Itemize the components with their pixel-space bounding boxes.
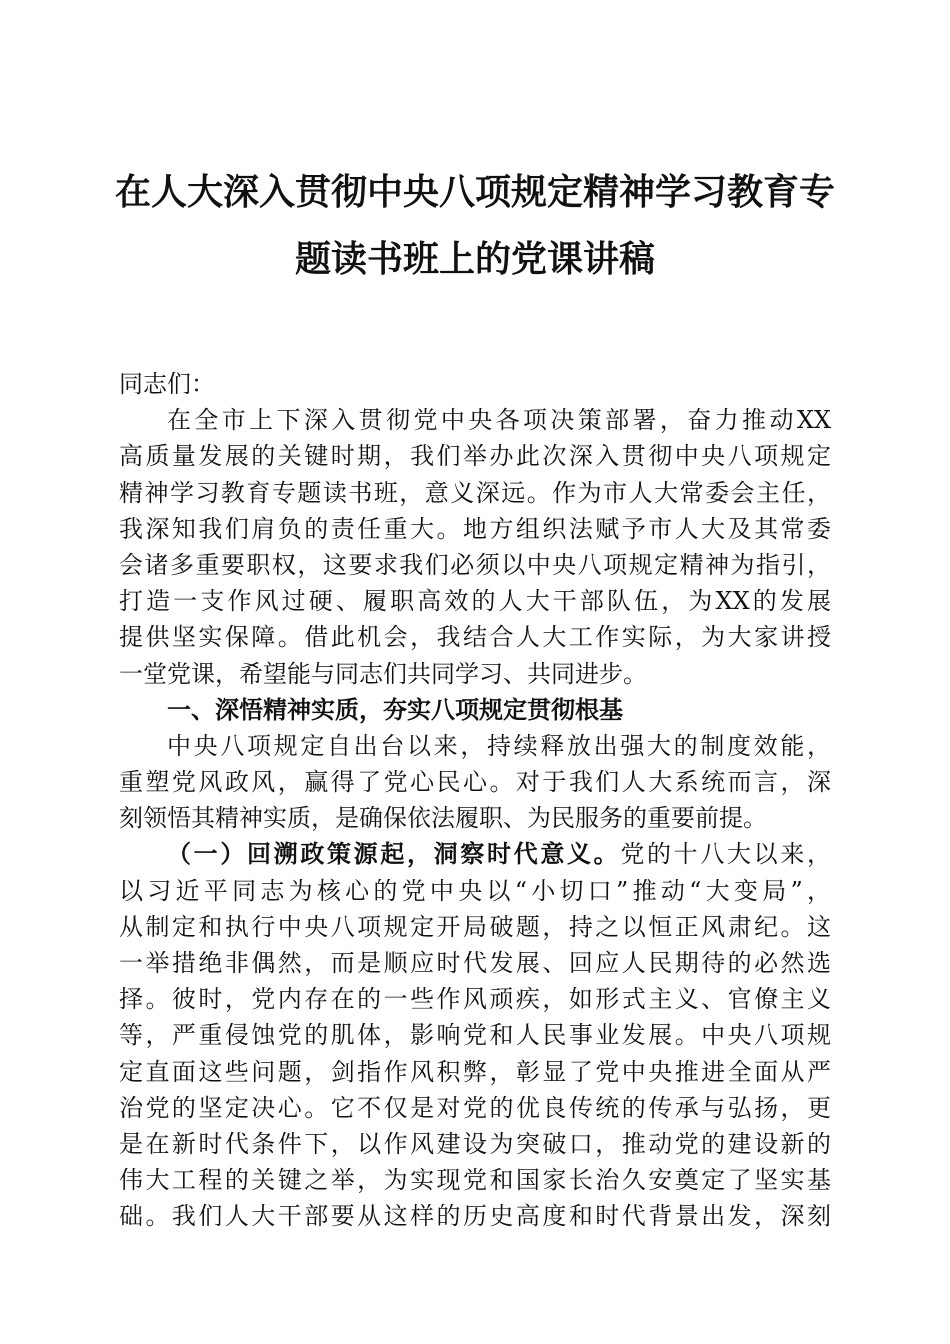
- document-title-line-2: 题读书班上的党课讲稿: [294, 238, 655, 280]
- paragraph-3-line: 一举措绝非偶然，而是顺应时代发展、回应人民期待的必然选: [119, 949, 831, 977]
- paragraph-1-line: 高质量发展的关键时期，我们举办此次深入贯彻中央八项规定: [119, 442, 831, 471]
- paragraph-1-line: 我深知我们肩负的责任重大。地方组织法赋予市人大及其常委: [119, 514, 831, 543]
- paragraph-1-line: 一堂党课，希望能与同志们共同学习、共同进步。: [119, 659, 647, 688]
- document-body: [119, 366, 831, 1235]
- paragraph-1-line: 会诸多重要职权，这要求我们必须以中央八项规定精神为指引，: [119, 550, 831, 579]
- paragraph-3-line: 伟大工程的关键之举，为实现党和国家长治久安奠定了坚实基: [119, 1166, 831, 1195]
- paragraph-3-line: 择。彼时，党内存在的一些作风顽疾，如形式主义、官僚主义: [119, 985, 831, 1014]
- paragraph-3-line: 等，严重侵蚀党的肌体，影响党和人民事业发展。中央八项规: [119, 1021, 831, 1050]
- paragraph-1-line: 精神学习教育专题读书班，意义深远。作为市人大常委会主任，: [119, 478, 831, 507]
- paragraph-2-line: 中央八项规定自出台以来，持续释放出强大的制度效能，: [167, 731, 831, 760]
- subheading-1: （一）回溯政策源起，洞察时代意义。: [167, 839, 621, 869]
- paragraph-3-line: 是在新时代条件下，以作风建设为突破口，推动党的建设新的: [119, 1129, 831, 1158]
- paragraph-1-line: 在全市上下深入贯彻党中央各项决策部署，奋力推动XX: [167, 406, 831, 435]
- section-heading-1: 一、深悟精神实质，夯实八项规定贯彻根基: [167, 695, 623, 724]
- paragraph-3-line: 治党的坚定决心。它不仅是对党的优良传统的传承与弘扬，更: [119, 1093, 831, 1122]
- paragraph-1-line: 打造一支作风过硬、履职高效的人大干部队伍，为XX的发展: [119, 587, 831, 616]
- paragraph-3-lead: 党的十八大以来，: [620, 840, 832, 869]
- greeting: 同志们：: [119, 370, 215, 398]
- paragraph-3-line: 以习近平同志为核心的党中央以“小切口”推动“大变局”，: [119, 876, 831, 905]
- paragraph-3-first-line: [119, 836, 831, 872]
- paragraph-1-line: 提供坚实保障。借此机会，我结合人大工作实际，为大家讲授: [119, 623, 831, 652]
- paragraph-3-line: 从制定和执行中央八项规定开局破题，持之以恒正风肃纪。这: [119, 912, 831, 941]
- document-title-line-1: 在人大深入贯彻中央八项规定精神学习教育专: [114, 171, 835, 213]
- paragraph-2-line: 刻领悟其精神实质，是确保依法履职、为民服务的重要前提。: [119, 804, 767, 833]
- paragraph-2-line: 重塑党风政风，赢得了党心民心。对于我们人大系统而言，深: [119, 768, 831, 797]
- paragraph-3-line: 定直面这些问题，剑指作风积弊，彰显了党中央推进全面从严: [119, 1057, 831, 1086]
- paragraph-3-line: 础。我们人大干部要从这样的历史高度和时代背景出发，深刻: [119, 1202, 831, 1231]
